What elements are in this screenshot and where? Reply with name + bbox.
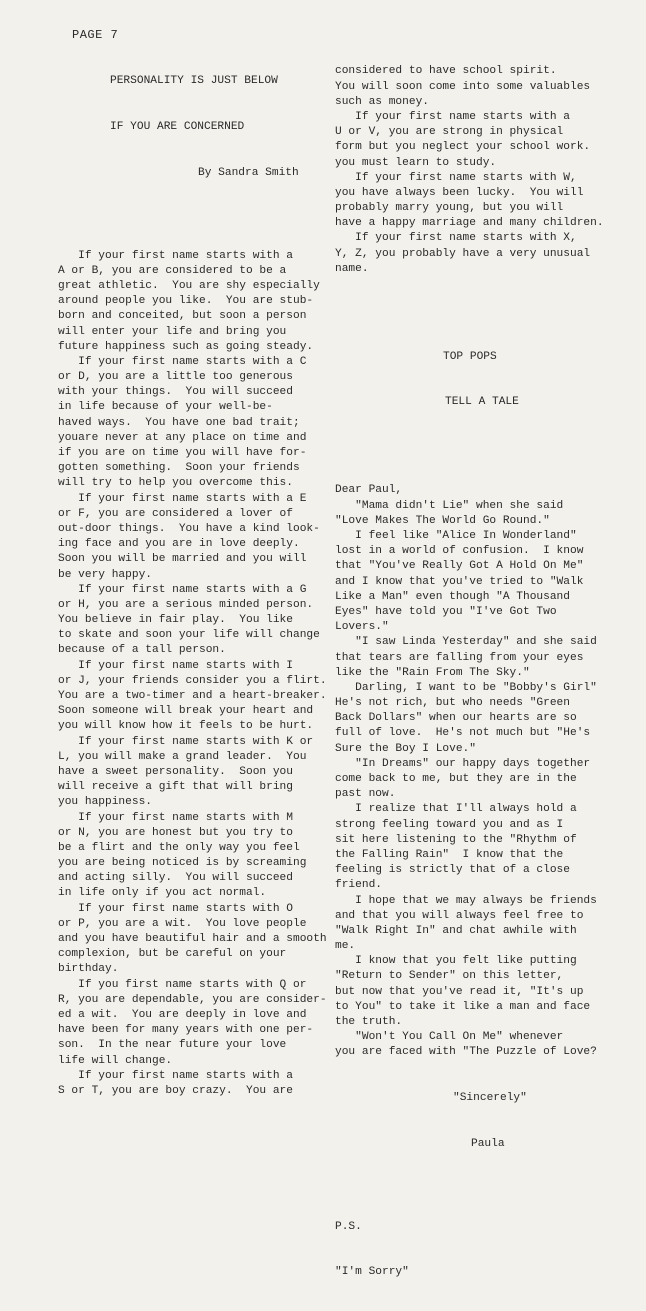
letter-line: "Return to Sender" on this letter, xyxy=(335,970,564,983)
letter-line: "Walk Right In" and chat awhile with xyxy=(335,924,577,937)
text-line: If your first name starts with a G xyxy=(58,583,307,596)
text-line: great athletic. You are shy especially xyxy=(58,279,320,292)
letter-line: "Mama didn't Lie" when she said xyxy=(335,499,564,512)
text-line: such as money. xyxy=(335,95,429,108)
letter-line: that "You've Really Got A Hold On Me" xyxy=(335,560,584,573)
right-column xyxy=(335,34,635,1311)
text-line: son. In the near future your love xyxy=(58,1039,287,1052)
text-line: future happiness such as going steady. xyxy=(58,340,314,353)
text-line: If your first name starts with W, xyxy=(335,171,577,184)
text-line: You are a two-timer and a heart-breaker. xyxy=(58,690,327,703)
letter-line: I know that you felt like putting xyxy=(335,955,577,968)
text-line: or P, you are a wit. You love people xyxy=(58,917,307,930)
text-line: will enter your life and bring you xyxy=(58,325,287,338)
letter-title-line-2: TELL A TALE xyxy=(445,396,519,409)
text-line: to skate and soon your life will change xyxy=(58,629,320,642)
text-line: with your things. You will succeed xyxy=(58,386,293,399)
letter-title-line-1: TOP POPS xyxy=(443,350,497,363)
letter-line: He's not rich, but who needs "Green xyxy=(335,697,570,710)
text-line: L, you will make a grand leader. You xyxy=(58,750,307,763)
text-line: or D, you are a little too generous xyxy=(58,371,293,384)
text-line: If your first name starts with a xyxy=(335,110,570,123)
letter-line: full of love. He's not much but "He's xyxy=(335,727,591,740)
text-line: because of a tall person. xyxy=(58,644,226,657)
letter-line: to You" to take it like a man and face xyxy=(335,1000,591,1013)
letter-line: the Falling Rain" I know that the xyxy=(335,848,564,861)
text-line: birthday. xyxy=(58,963,119,976)
text-line: complexion, but be careful on your xyxy=(58,948,287,961)
text-line: or N, you are honest but you try to xyxy=(58,826,293,839)
letter-line: and that you will always feel free to xyxy=(335,909,584,922)
letter-line: Like a Man" even though "A Thousand xyxy=(335,590,570,603)
text-line: out-door things. You have a kind look- xyxy=(58,522,320,535)
text-line: If your first name starts with O xyxy=(58,902,293,915)
article-byline: By Sandra Smith xyxy=(198,166,299,179)
text-line: If your first name starts with K or xyxy=(58,735,314,748)
text-line: or J, your friends consider you a flirt. xyxy=(58,674,327,687)
article-continuation xyxy=(335,64,635,277)
text-line: will receive a gift that will bring xyxy=(58,781,293,794)
letter-line: strong feeling toward you and as I xyxy=(335,818,564,831)
text-line: you have always been lucky. You will xyxy=(335,186,584,199)
page-number: PAGE 7 xyxy=(72,28,119,42)
letter-line: past now. xyxy=(335,788,396,801)
text-line: have a happy marriage and many children. xyxy=(335,217,604,230)
text-line: have a sweet personality. Soon you xyxy=(58,765,293,778)
letter-line: sit here listening to the "Rhythm of xyxy=(335,833,577,846)
letter-line: Eyes" have told you "I've Got Two xyxy=(335,605,557,618)
letter-line: Back Dollars" when our hearts are so xyxy=(335,712,577,725)
letter-line: the truth. xyxy=(335,1016,403,1028)
article-title-line-1: PERSONALITY IS JUST BELOW xyxy=(110,75,278,88)
text-line: Soon someone will break your heart and xyxy=(58,705,314,718)
letter-line: lost in a world of confusion. I know xyxy=(335,545,584,558)
text-line: gotten something. Soon your friends xyxy=(58,462,300,475)
text-line: If your first name starts with I xyxy=(58,659,293,672)
letter-line: like the "Rain From The Sky." xyxy=(335,666,530,679)
text-line: will try to help you overcome this. xyxy=(58,477,293,490)
text-line: you are being noticed is by screaming xyxy=(58,857,307,870)
text-line: or F, you are considered a lover of xyxy=(58,507,293,520)
text-line: S or T, you are boy crazy. You are xyxy=(58,1084,293,1097)
letter-body xyxy=(335,483,635,1060)
letter-signature: Paula xyxy=(471,1137,505,1150)
letter-line: Darling, I want to be "Bobby's Girl" xyxy=(335,681,597,694)
text-line: you happiness. xyxy=(58,796,152,809)
text-line: You believe in fair play. You like xyxy=(58,614,293,627)
postscript-label: P.S. xyxy=(335,1220,362,1233)
text-line: Y, Z, you probably have a very unusual xyxy=(335,247,591,260)
text-line: U or V, you are strong in physical xyxy=(335,126,564,139)
text-line: probably marry young, but you will xyxy=(335,202,564,215)
letter-line: you are faced with "The Puzzle of Love? xyxy=(335,1046,597,1059)
letter-line: and I know that you've tried to "Walk xyxy=(335,575,584,588)
letter-closing: "Sincerely" xyxy=(453,1091,527,1104)
letter-line: "In Dreams" our happy days together xyxy=(335,757,591,770)
text-line: born and conceited, but soon a person xyxy=(58,310,307,323)
text-line: you must learn to study. xyxy=(335,156,497,169)
letter-line: "Won't You Call On Me" whenever xyxy=(335,1031,564,1044)
text-line: be very happy. xyxy=(58,568,152,581)
text-line: form but you neglect your school work. xyxy=(335,141,591,154)
text-line: R, you are dependable, you are consider- xyxy=(58,993,327,1006)
letter-line: Sure the Boy I Love." xyxy=(335,742,476,755)
letter-line: I hope that we may always be friends xyxy=(335,894,597,907)
text-line: If your first name starts with a xyxy=(58,249,293,262)
letter-line: friend. xyxy=(335,879,382,892)
letter-line: me. xyxy=(335,940,356,953)
letter-line: I feel like "Alice In Wonderland" xyxy=(335,530,577,542)
postscript-text: "I'm Sorry" xyxy=(335,1266,409,1279)
text-line: If your first name starts with X, xyxy=(335,232,577,245)
text-line: and acting silly. You will succeed xyxy=(58,872,293,885)
text-line: ing face and you are in love deeply. xyxy=(58,538,300,551)
text-line: You will soon come into some valuables xyxy=(335,80,591,93)
text-line: if you are on time you will have for- xyxy=(58,447,307,460)
text-line: have been for many years with one per- xyxy=(58,1024,314,1037)
text-line: be a flirt and the only way you feel xyxy=(58,841,300,854)
text-line: youare never at any place on time and xyxy=(58,431,307,444)
letter-line: Lovers." xyxy=(335,621,389,634)
letter-line: "Love Makes The World Go Round." xyxy=(335,514,550,527)
text-line: around people you like. You are stub- xyxy=(58,295,314,308)
letter-line: "I saw Linda Yesterday" and she said xyxy=(335,636,597,649)
letter-line: Dear Paul, xyxy=(335,484,403,497)
letter-line: come back to me, but they are in the xyxy=(335,773,577,785)
text-line: and you have beautiful hair and a smooth xyxy=(58,933,327,946)
text-line: If your first name starts with a C xyxy=(58,355,307,368)
article-title-line-2: IF YOU ARE CONCERNED xyxy=(110,121,245,133)
letter-line: that tears are falling from your eyes xyxy=(335,651,584,664)
text-line: If your first name starts with a E xyxy=(58,492,307,505)
letter-line: but now that you've read it, "It's up xyxy=(335,985,584,998)
text-line: If your first name starts with a xyxy=(58,1069,293,1082)
text-line: life will change. xyxy=(58,1054,173,1067)
text-line: A or B, you are considered to be a xyxy=(58,264,287,277)
text-line: ed a wit. You are deeply in love and xyxy=(58,1008,307,1021)
text-line: name. xyxy=(335,262,369,275)
text-line: in life only if you act normal. xyxy=(58,887,267,900)
article-body xyxy=(58,249,336,1100)
text-line: you will know how it feels to be hurt. xyxy=(58,720,314,733)
text-line: considered to have school spirit. xyxy=(335,65,557,78)
letter-line: I realize that I'll always hold a xyxy=(335,803,577,816)
text-line: in life because of your well-be- xyxy=(58,401,273,414)
text-line: haved ways. You have one bad trait; xyxy=(58,416,300,429)
left-column xyxy=(58,44,336,1130)
letter-line: feeling is strictly that of a close xyxy=(335,864,570,877)
text-line: If your first name starts with M xyxy=(58,811,293,824)
text-line: If you first name starts with Q or xyxy=(58,978,307,991)
text-line: Soon you will be married and you will xyxy=(58,553,307,566)
text-line: or H, you are a serious minded person. xyxy=(58,598,314,611)
